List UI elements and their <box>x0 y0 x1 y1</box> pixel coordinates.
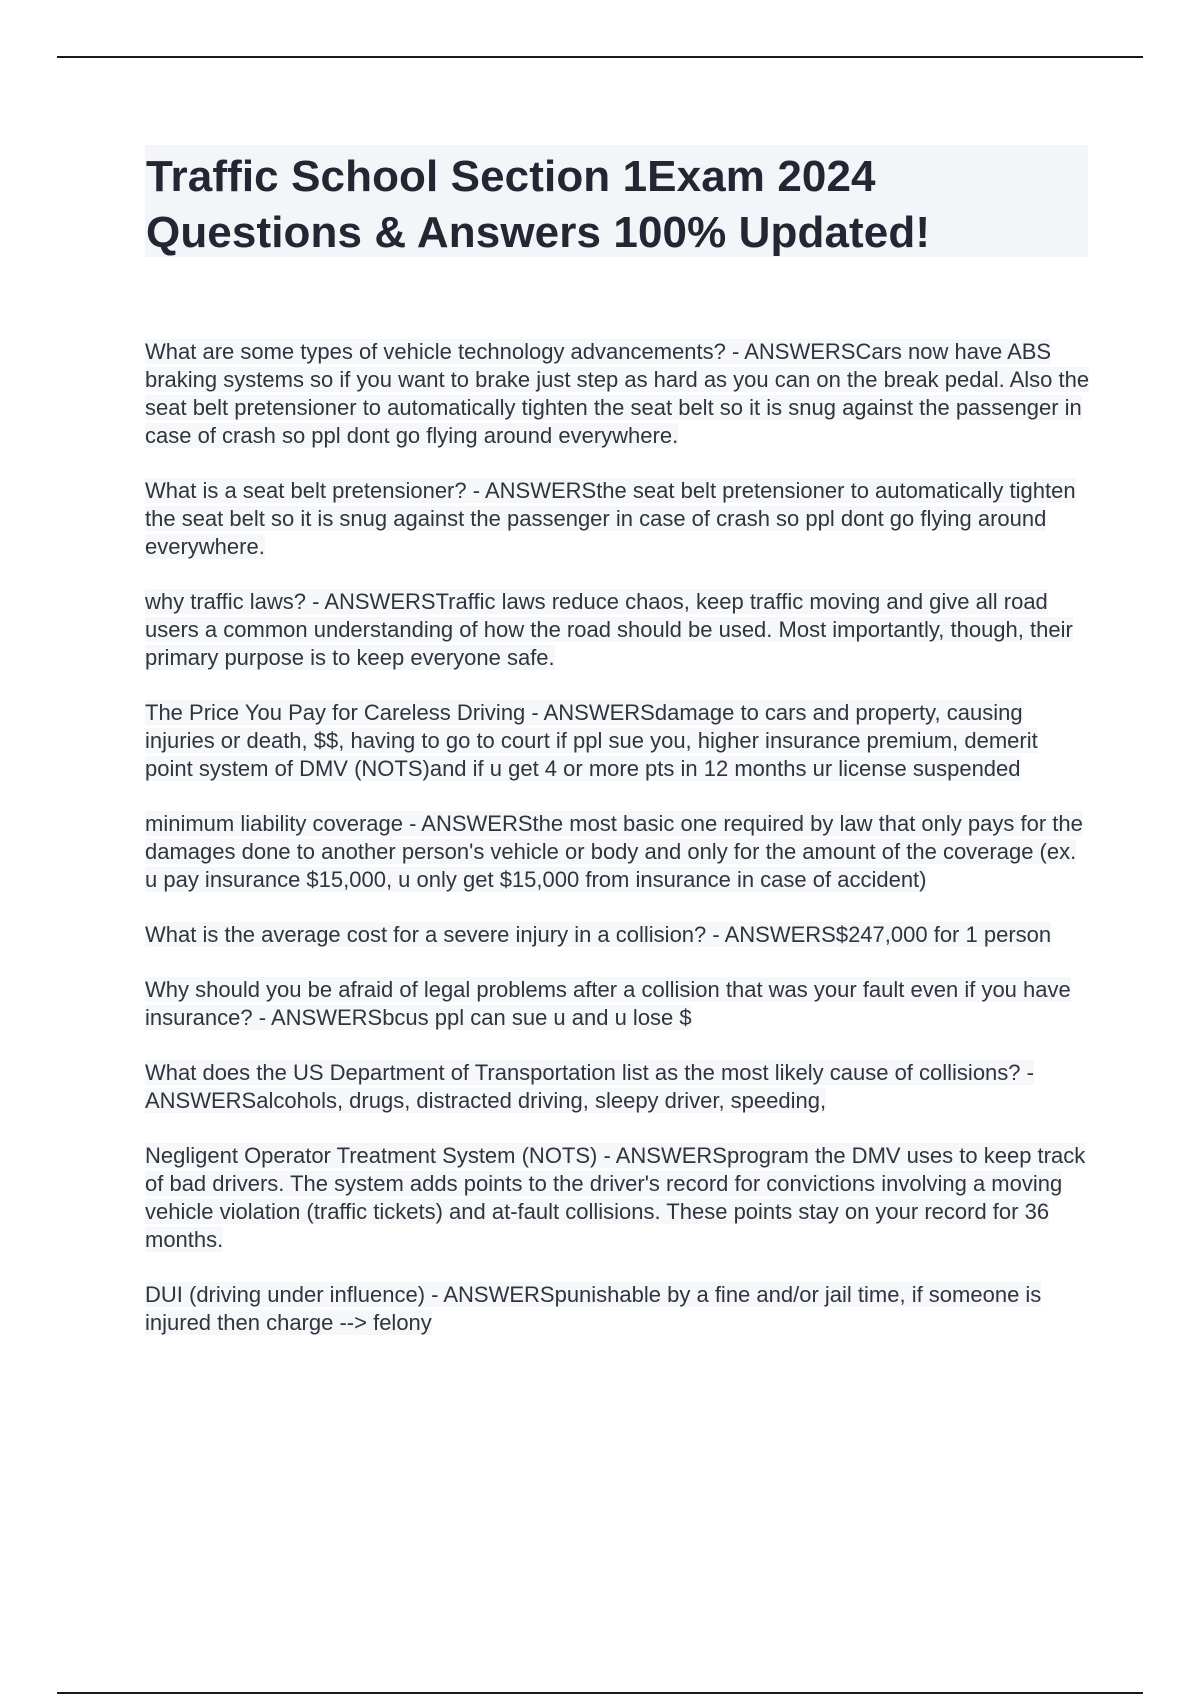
qa-text: minimum liability coverage - ANSWERSthe most basic one required by law that only pays for the damages done to another person's vehicle or body and only for the amount of the coverage (ex. u pay insurance $15,000, u only get $15,000 from insurance in case of accident) <box>145 811 1083 892</box>
qa-item <box>145 1142 1090 1254</box>
page-title <box>145 145 1088 261</box>
qa-item <box>145 976 1090 1032</box>
qa-text: Why should you be afraid of legal problems after a collision that was your fault even if you have insurance? - ANSWERSbcus ppl can sue u and u lose $ <box>145 977 1071 1030</box>
qa-text: DUI (driving under influence) - ANSWERSpunishable by a fine and/or jail time, if someone is injured then charge --> felony <box>145 1282 1042 1335</box>
qa-item <box>145 1059 1090 1115</box>
qa-text: The Price You Pay for Careless Driving - ANSWERSdamage to cars and property, causing injuries or death, $$, having to go to court if ppl sue you, higher insurance premium, demerit point system of DMV (NOTS)and if u get 4 or more pts in 12 months ur license suspended <box>145 700 1038 781</box>
qa-item <box>145 588 1090 672</box>
qa-item <box>145 477 1090 561</box>
qa-item <box>145 921 1090 949</box>
qa-text: What are some types of vehicle technology advancements? - ANSWERSCars now have ABS braking systems so if you want to brake just step as hard as you can on the break pedal. Also the seat belt pretensioner to automatically tighten the seat belt so it is snug against the passenger in case of crash so ppl dont go flying around everywhere. <box>145 339 1090 448</box>
qa-item <box>145 699 1090 783</box>
qa-item <box>145 810 1090 894</box>
qa-text: Negligent Operator Treatment System (NOTS) - ANSWERSprogram the DMV uses to keep track of bad drivers. The system adds points to the driver's record for convictions involving a moving vehicle violation (traffic tickets) and at-fault collisions. These points stay on your record for 36 months. <box>145 1143 1086 1252</box>
title-line-1: Traffic School Section 1Exam 2024 <box>146 152 876 201</box>
title-line-2: Questions & Answers 100% Updated! <box>146 208 931 257</box>
qa-item <box>145 1281 1090 1337</box>
bottom-rule <box>57 1692 1143 1694</box>
qa-text: why traffic laws? - ANSWERSTraffic laws reduce chaos, keep traffic moving and give all road users a common understanding of how the road should be used. Most importantly, though, their primary purpose is to keep everyone safe. <box>145 589 1073 670</box>
title-block <box>145 145 1088 257</box>
qa-text: What does the US Department of Transportation list as the most likely cause of collisions? - ANSWERSalcohols, drugs, distracted driving, sleepy driver, speeding, <box>145 1060 1034 1113</box>
qa-list <box>145 338 1090 1364</box>
qa-text: What is a seat belt pretensioner? - ANSWERSthe seat belt pretensioner to automatically tighten the seat belt so it is snug against the passenger in case of crash so ppl dont go flying around everywhere. <box>145 478 1076 559</box>
qa-text: What is the average cost for a severe injury in a collision? - ANSWERS$247,000 for 1 person <box>145 922 1052 947</box>
top-rule <box>57 56 1143 58</box>
qa-item <box>145 338 1090 450</box>
